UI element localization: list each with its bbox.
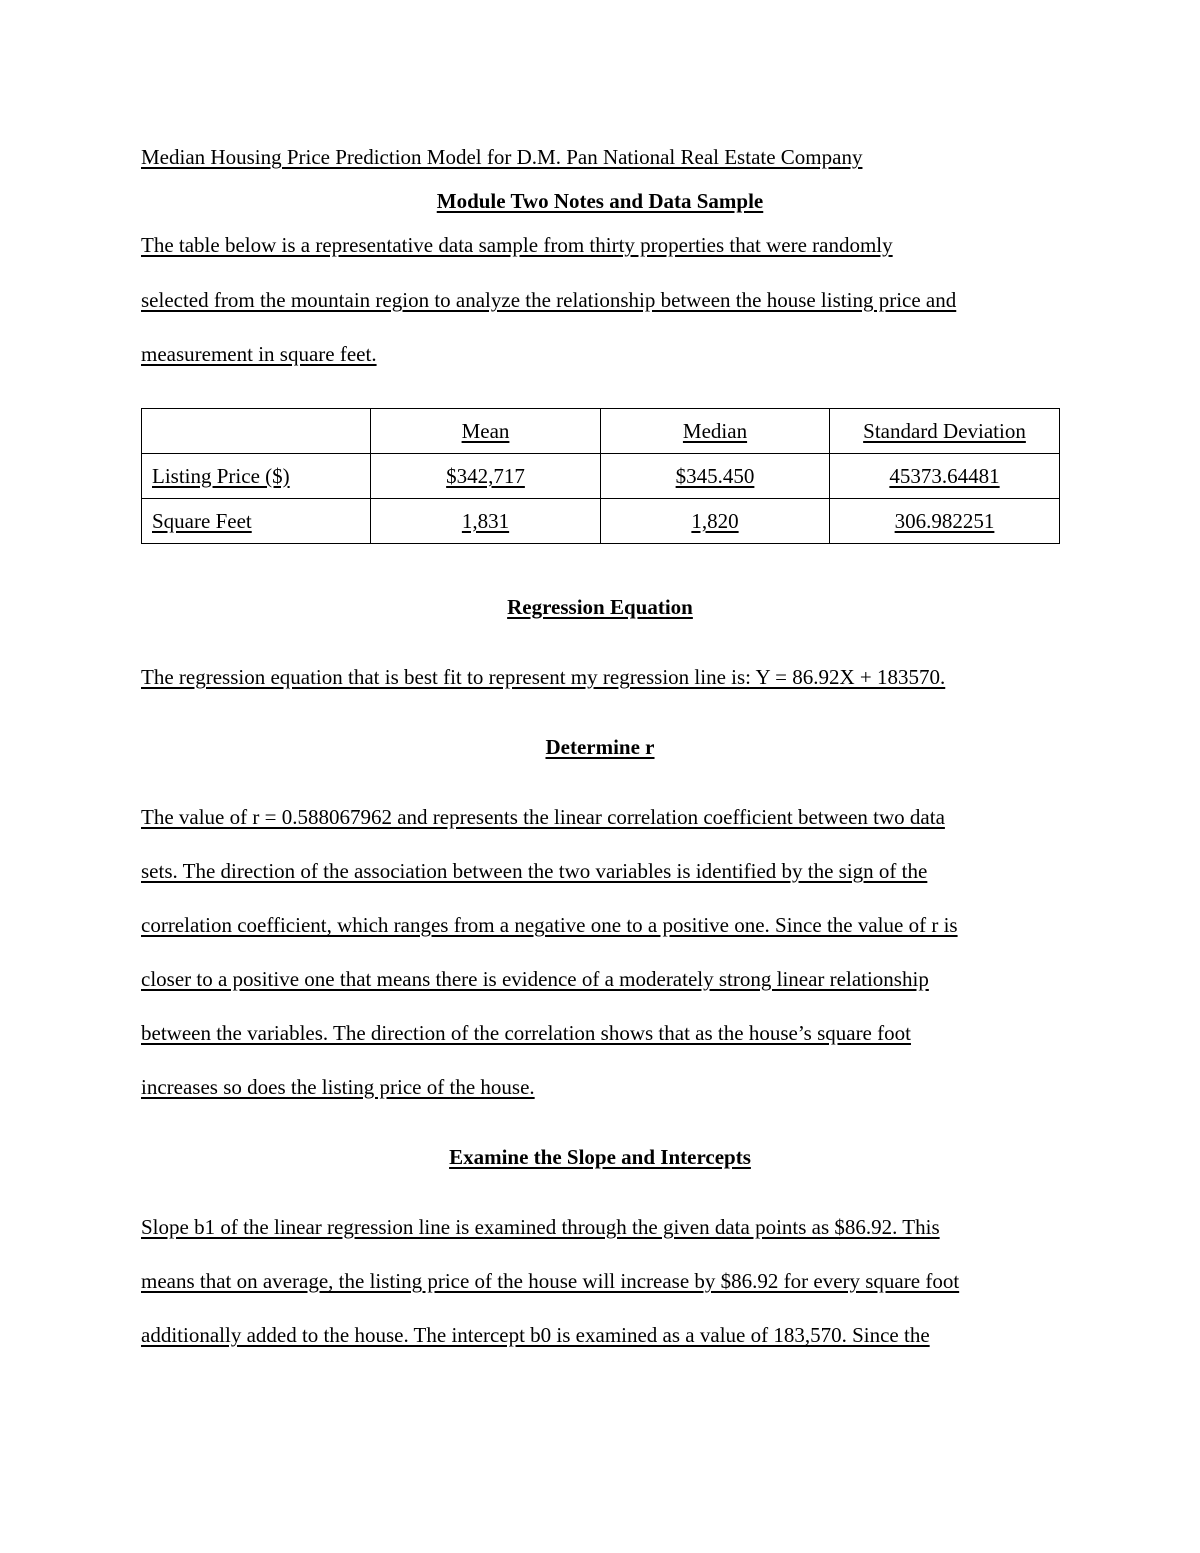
- slope-line-2: means that on average, the listing price of the house will increase by $86.92 for every square foot: [141, 1269, 960, 1293]
- table-header-row: [142, 409, 1060, 454]
- regression-heading: Regression Equation: [507, 595, 693, 619]
- regression-text: The regression equation that is best fit to represent my regression line is: Y = 86.92X + 183570.: [141, 665, 946, 689]
- determine-r-line-1: The value of r = 0.588067962 and represents the linear correlation coefficient between two data: [141, 805, 945, 829]
- slope-line-3: additionally added to the house. The intercept b0 is examined as a value of 183,570. Since the: [141, 1323, 930, 1347]
- table-cell: 45373.64481: [830, 454, 1060, 499]
- slope-heading: Examine the Slope and Intercepts: [449, 1145, 751, 1169]
- determine-r-line-3: correlation coefficient, which ranges from a negative one to a positive one. Since the value of r is: [141, 913, 958, 937]
- table-header-cell: [142, 409, 371, 454]
- table-row: [142, 454, 1060, 499]
- slope-line-1: Slope b1 of the linear regression line is examined through the given data points as $86.92. This: [141, 1215, 940, 1239]
- table-header-cell: Median: [601, 409, 830, 454]
- intro-line-3: measurement in square feet.: [141, 342, 377, 366]
- determine-r-line-5: between the variables. The direction of the correlation shows that as the house’s square foot: [141, 1021, 911, 1045]
- determine-r-line-4: closer to a positive one that means there is evidence of a moderately strong linear relationship: [141, 967, 929, 991]
- document-title: Median Housing Price Prediction Model for D.M. Pan National Real Estate Company: [141, 145, 863, 169]
- determine-r-heading: Determine r: [545, 735, 655, 759]
- intro-line-1: The table below is a representative data sample from thirty properties that were randomly: [141, 233, 893, 257]
- determine-r-line-2: sets. The direction of the association between the two variables is identified by the sign of the: [141, 859, 928, 883]
- table-cell: 1,831: [371, 499, 601, 544]
- table-cell: $345.450: [601, 454, 830, 499]
- table-cell: 1,820: [601, 499, 830, 544]
- table-cell: 306.982251: [830, 499, 1060, 544]
- module-heading: Module Two Notes and Data Sample: [436, 189, 764, 213]
- table-header-cell: Standard Deviation: [830, 409, 1060, 454]
- table-row: [142, 499, 1060, 544]
- row-label: Listing Price ($): [142, 454, 371, 499]
- intro-line-2: selected from the mountain region to analyze the relationship between the house listing price and: [141, 288, 957, 312]
- statistics-table: [141, 408, 1060, 544]
- table-header-cell: Mean: [371, 409, 601, 454]
- row-label: Square Feet: [142, 499, 371, 544]
- table-cell: $342,717: [371, 454, 601, 499]
- determine-r-line-6: increases so does the listing price of the house.: [141, 1075, 535, 1099]
